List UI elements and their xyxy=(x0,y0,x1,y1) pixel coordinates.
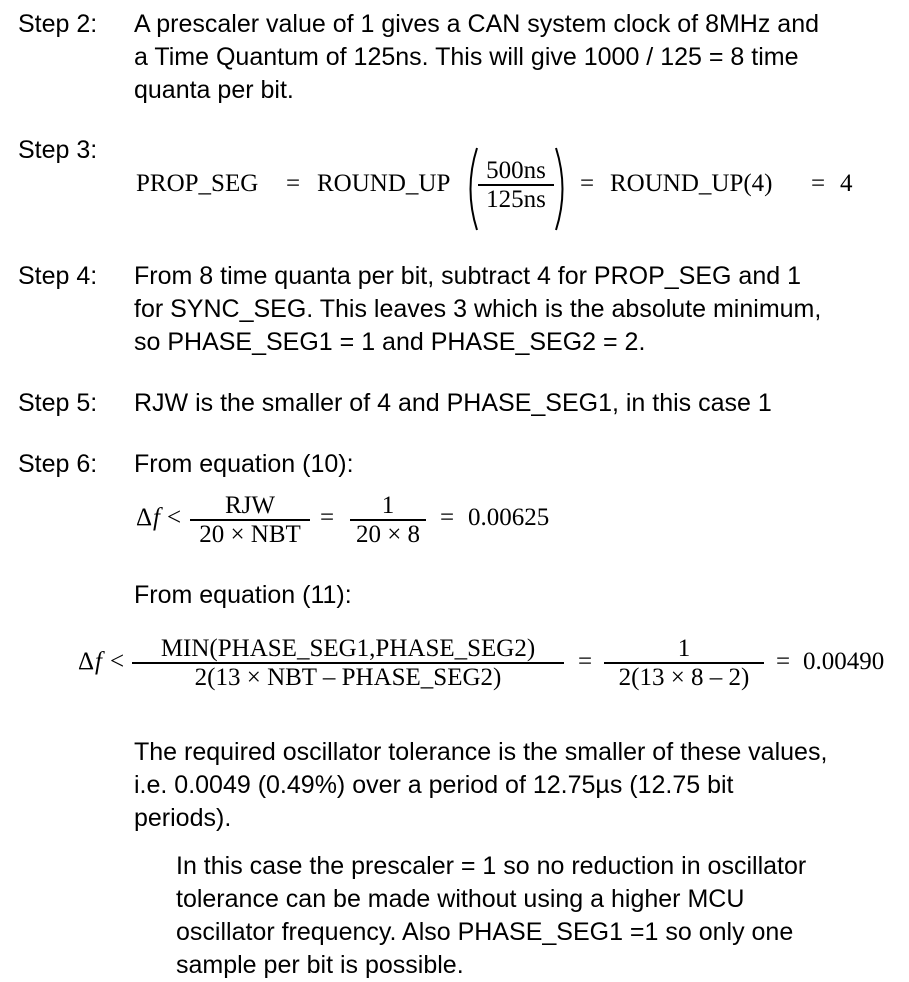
eq11-den-1: 2(13 × NBT – PHASE_SEG2) xyxy=(194,664,502,691)
eq10-fraction-1 xyxy=(190,492,310,548)
eq11-num-2: 1 xyxy=(604,635,764,664)
conclusion-line-3: periods). xyxy=(134,804,232,832)
eq11-den-2: 2(13 × 8 – 2) xyxy=(618,664,750,691)
eq10-num-2: 1 xyxy=(350,492,426,521)
note-line-3: oscillator frequency. Also PHASE_SEG1 =1 so only one xyxy=(176,918,794,946)
eq11-fraction-1 xyxy=(132,635,564,691)
step4-line-2: for SYNC_SEG. This leaves 3 which is the absolute minimum, xyxy=(134,295,822,323)
step5-text: RJW is the smaller of 4 and PHASE_SEG1, in this case 1 xyxy=(134,389,772,417)
eq11-result: 0.00490 xyxy=(803,648,885,675)
eq10-num-1: RJW xyxy=(190,492,310,521)
eq11-equals-2: = xyxy=(776,648,791,675)
eq10-den-1: 20 × NBT xyxy=(199,521,301,548)
eq3-func: ROUND_UP xyxy=(317,170,451,197)
eq11-lt: < xyxy=(110,648,125,675)
step2-line-1: A prescaler value of 1 gives a CAN system clock of 8MHz and xyxy=(134,10,820,38)
conclusion-line-1: The required oscillator tolerance is the smaller of these values, xyxy=(134,738,828,766)
eq3-frac-num: 500ns xyxy=(478,157,554,186)
eq11-num-1: MIN(PHASE_SEG1,PHASE_SEG2) xyxy=(132,635,564,664)
eq10-result: 0.00625 xyxy=(468,504,550,531)
eq3-frac-den: 125ns xyxy=(486,186,546,213)
step6-label: Step 6: xyxy=(18,450,98,478)
eq3-mid: ROUND_UP(4) xyxy=(610,170,773,197)
eq10-delta: Δ xyxy=(136,504,153,531)
step5-label: Step 5: xyxy=(18,389,98,417)
step4-line-3: so PHASE_SEG1 = 1 and PHASE_SEG2 = 2. xyxy=(134,328,646,356)
eq3-equals-2: = xyxy=(580,170,595,197)
eq10-fraction-2 xyxy=(350,492,426,548)
step3-label: Step 3: xyxy=(18,136,98,164)
eq3-lhs: PROP_SEG xyxy=(136,170,259,197)
step4-line-1: From 8 time quanta per bit, subtract 4 for PROP_SEG and 1 xyxy=(134,262,801,290)
note-line-1: In this case the prescaler = 1 so no reduction in oscillator xyxy=(176,852,807,880)
conclusion-line-2: i.e. 0.0049 (0.49%) over a period of 12.75µs (12.75 bit xyxy=(134,771,734,799)
right-paren-icon xyxy=(553,146,571,232)
eq11-f: f xyxy=(95,648,102,675)
step6-intro-eq10: From equation (10): xyxy=(134,450,354,478)
step6-intro-eq11: From equation (11): xyxy=(134,581,352,609)
eq3-result: 4 xyxy=(840,170,853,197)
eq11-delta: Δ xyxy=(78,648,95,675)
eq11-equals-1: = xyxy=(578,648,593,675)
step2-label: Step 2: xyxy=(18,10,98,38)
eq3-fraction xyxy=(478,157,554,213)
eq10-den-2: 20 × 8 xyxy=(355,521,421,548)
eq10-lt: < xyxy=(167,504,182,531)
eq11-fraction-2 xyxy=(604,635,764,691)
note-line-4: sample per bit is possible. xyxy=(176,951,464,979)
step2-line-3: quanta per bit. xyxy=(134,76,294,104)
eq10-equals-1: = xyxy=(320,504,335,531)
step4-label: Step 4: xyxy=(18,262,98,290)
step2-line-2: a Time Quantum of 125ns. This will give 1000 / 125 = 8 time xyxy=(134,43,799,71)
eq10-f: f xyxy=(153,504,160,531)
eq3-equals-1: = xyxy=(286,170,301,197)
note-line-2: tolerance can be made without using a higher MCU xyxy=(176,885,745,913)
eq3-equals-3: = xyxy=(811,170,826,197)
eq10-equals-2: = xyxy=(440,504,455,531)
